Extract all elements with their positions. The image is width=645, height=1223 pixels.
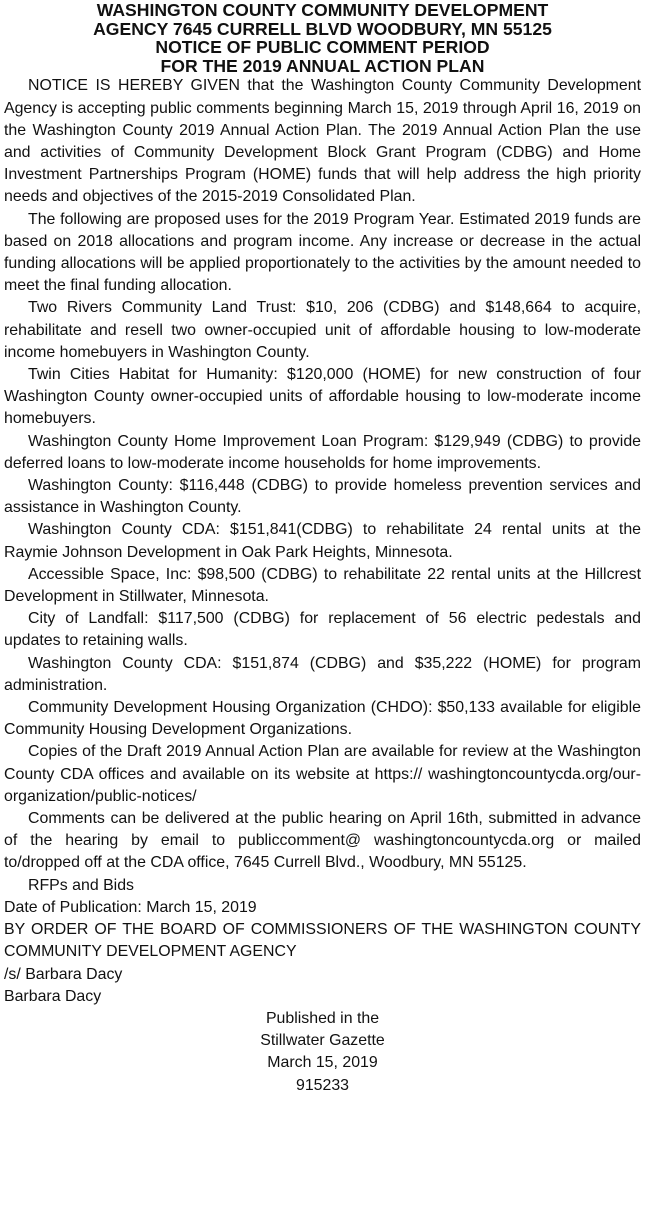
title-line: NOTICE OF PUBLIC COMMENT PERIOD	[155, 37, 490, 58]
allocation-item: Two Rivers Community Land Trust: $10, 206 (CDBG) and $148,664 to acquire, rehabilitate and resell two owner-occupied unit of affordable housing to low-moderate income homebuyers in Washington County.	[4, 299, 641, 361]
allocation-item: City of Landfall: $117,500 (CDBG) for replacement of 56 electric pedestals and updates to retaining walls.	[4, 610, 641, 650]
title-line: WASHINGTON COUNTY COMMUNITY DEVELOPMENT	[96, 0, 549, 20]
title-line: AGENCY 7645 CURRELL BLVD WOODBURY, MN 55125	[93, 18, 552, 39]
notice-category: RFPs and Bids	[28, 876, 134, 894]
footer-line: March 15, 2019	[267, 1054, 378, 1072]
publication-footer	[4, 1008, 641, 1097]
notice-title	[4, 0, 641, 75]
proposed-uses-paragraph: The following are proposed uses for the 2019 Program Year. Estimated 2019 funds are based on 2018 allocations and program income. Any increase or decrease in the actual funding allocations will be applied proportionately to the activities by the amount needed to meet the final funding allocation.	[4, 210, 641, 295]
signer-name: Barbara Dacy	[4, 987, 102, 1005]
intro-paragraph: NOTICE IS HEREBY GIVEN that the Washington County Community Development Agency is accepting public comments beginning March 15, 2019 through April 16, 2019 on the Washington County 2019 Annual Action Plan. The 2019 Annual Action Plan the use and activities of Community Development Block Grant Program (CDBG) and Home Investment Partnerships Program (HOME) funds that will help address the high priority needs and objectives of the 2015-2019 Consolidated Plan.	[4, 77, 641, 206]
allocation-item: Community Development Housing Organization (CHDO): $50,133 available for eligible Community Housing Development Organizations.	[4, 699, 641, 739]
allocation-item: Washington County: $116,448 (CDBG) to provide homeless prevention services and assistance in Washington County.	[4, 477, 641, 517]
copies-paragraph: Copies of the Draft 2019 Annual Action Plan are available for review at the Washington County CDA offices and available on its website at https:// washingtoncountycda.org/our-organization/public-notices/	[4, 743, 641, 805]
allocation-item: Washington County CDA: $151,841(CDBG) to rehabilitate 24 rental units at the Raymie Johnson Development in Oak Park Heights, Minnesota.	[4, 521, 641, 561]
allocation-item: Washington County CDA: $151,874 (CDBG) and $35,222 (HOME) for program administration.	[4, 654, 641, 694]
allocation-item: Twin Cities Habitat for Humanity: $120,000 (HOME) for new construction of four Washington County owner-occupied units of affordable housing to low-moderate income homebuyers.	[4, 366, 641, 428]
publication-date: Date of Publication: March 15, 2019	[4, 898, 257, 916]
order-line: BY ORDER OF THE BOARD OF COMMISSIONERS OF THE WASHINGTON COUNTY COMMUNITY DEVELOPMENT AGENCY	[4, 921, 641, 961]
footer-line: Stillwater Gazette	[260, 1032, 385, 1050]
comments-paragraph: Comments can be delivered at the public hearing on April 16th, submitted in advance of the hearing by email to publiccomment@ washingtoncountycda.org or mailed to/dropped off at the CDA office, 7645 Currell Blvd., Woodbury, MN 55125.	[4, 810, 641, 872]
signature-line: /s/ Barbara Dacy	[4, 965, 123, 983]
footer-line: 915233	[295, 1076, 350, 1094]
allocation-item: Washington County Home Improvement Loan Program: $129,949 (CDBG) to provide deferred loans to low-moderate income households for home improvements.	[4, 432, 641, 472]
notice-body	[4, 75, 641, 1008]
title-line: FOR THE 2019 ANNUAL ACTION PLAN	[160, 55, 485, 76]
allocation-item: Accessible Space, Inc: $98,500 (CDBG) to rehabilitate 22 rental units at the Hillcrest Development in Stillwater, Minnesota.	[4, 565, 641, 606]
footer-line: Published in the	[265, 1009, 380, 1027]
